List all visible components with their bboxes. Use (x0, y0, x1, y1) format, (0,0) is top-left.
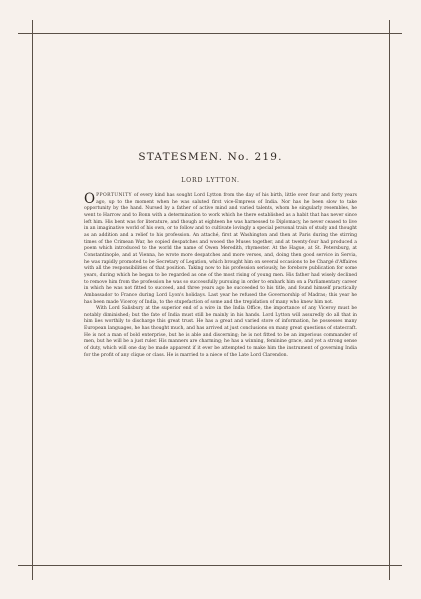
drop-cap: O (84, 191, 96, 207)
frame-bottom-rule (18, 565, 402, 566)
page-title: STATESMEN. No. 219. (138, 151, 283, 163)
frame-left-rule (32, 20, 33, 580)
article-body (84, 193, 357, 359)
article-paragraph-1 (84, 193, 357, 306)
article-subtitle: LORD LYTTON. (181, 177, 240, 184)
paragraph-text: of every kind has sought Lord Lytton from the day of his birth, little over four and forty years ago, up to the moment when he was saluted first vice-Empress of India. Nor has he been slow to take opportunity by the hand. Nursed by a father of active mind and varied talents, whom he singularly resembles, he went to Harrow and to Bonn with a determination to work which he there established as a habit that has never since left him. His bent was for literature, and though at eighteen he was harnessed to Diplomacy, he never ceased to live in an imaginative world of his own, or to follow and to cultivate lovingly a special personal train of study and thought as an addition and a relief to his profession. An attaché, first at Washington and then at Paris during the stirring times of the Crimean War, he copied despatches and wooed the Muses together, and at twenty-four had produced a poem which introduced to the world the name of Owen Meredith, rhymester. At the Hague, at St. Petersburg, at Constantinople, and at Vienna, he wrote more despatches and more verses, and, doing then good service in Servia, he was rapidly promoted to be Secretary of Legation, which brought him on several occasions to be Chargé d'Affaires with all the responsibilities of that position. Taking now to his profession seriously, he forebore publication for some years, during which he began to be regarded as one of the most rising of young men. His father had wisely declined to remove him from the profession he was so successfully pursuing in order to embark him on a Parliamentary career in which he was not fitted to succeed, and three years ago he succeeded to his title, and found himself practically Ambassador to France during Lord Lyon's holidays. Last year he refused the Governorship of Madras; this year he has been made Viceroy of India, to the stupefaction of some and the trepidation of many who knew him not. (84, 193, 357, 305)
frame-right-rule (389, 20, 390, 580)
frame-top-rule (18, 33, 402, 34)
article-paragraph-2: With Lord Salisbury at the superior end of a wire in the India Office, the importance of any Viceroy must be notably diminished; but the fate of India must still be mainly in his hands. Lord Lytton will assuredly do all that in him lies worthily to discharge this great trust. He has a great and varied store of information, he possesses many European languages, he has thought much, and has arrived at just conclusions on many great questions of statecraft. He is not a man of bold enterprise, but he is able and discerning; he is not fitted to be an imperious commander of men, but he will be a just ruler. His manners are charming; he has a winning, feminine grace, and yet a strong sense of duty, which will one day be made apparent if it ever be attempted to make him the instrument of governing India for the profit of any clique or class. He is married to a niece of the Late Lord Clarendon. (84, 306, 357, 358)
lead-caps: PPORTUNITY (96, 193, 132, 198)
